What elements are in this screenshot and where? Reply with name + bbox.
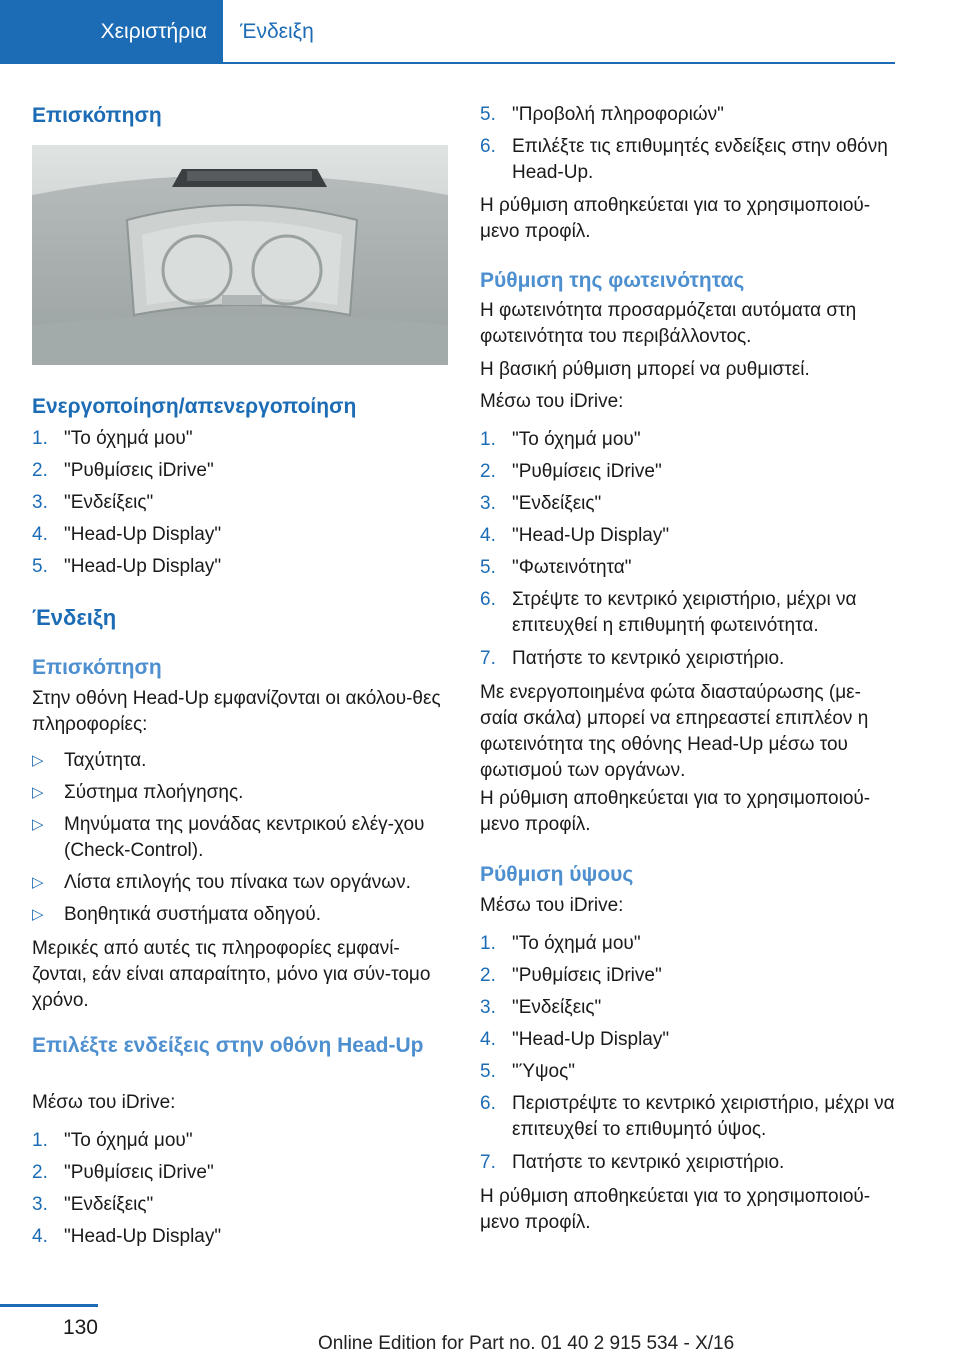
paragraph-saved: Η ρύθμιση αποθηκεύεται για το χρησιμοποιού-μενο προφίλ. (480, 788, 871, 835)
head-up-display-photo (32, 145, 448, 365)
paragraph-via-idrive: Μέσω του iDrive: (32, 1092, 176, 1113)
heading-brightness: Ρύθμιση της φωτεινότητας (480, 269, 745, 292)
header-tabs (0, 0, 960, 64)
heading-overview: Επισκόπηση (32, 104, 162, 127)
paragraph-brightness-auto: Η φωτεινότητα προσαρμόζεται αυτόματα στη φωτεινότητα του περιβάλλοντος. (480, 300, 857, 347)
edition-line: Online Edition for Part no. 01 40 2 915 534 - X/16 (318, 1333, 735, 1354)
page-number: 130 (62, 1316, 98, 1339)
heading-display: Ένδειξη (32, 605, 117, 630)
paragraph-saved: Η ρύθμιση αποθηκεύεται για το χρησιμοποιού-μενο προφίλ. (480, 1186, 871, 1233)
paragraph-via-idrive: Μέσω του iDrive: (480, 895, 624, 916)
heading-display-overview: Επισκόπηση (32, 656, 162, 679)
paragraph-saved: Η ρύθμιση αποθηκεύεται για το χρησιμοποιού-μενο προφίλ. (480, 195, 871, 242)
heading-activation: Ενεργοποίηση/απενεργοποίηση (32, 395, 357, 418)
paragraph-display-intro: Στην οθόνη Head-Up εμφανίζονται οι ακόλου-θες πληροφορίες: (32, 688, 441, 735)
footer-rule (0, 1304, 98, 1307)
paragraph-some-info: Μερικές από αυτές τις πληροφορίες εμφανί-ζονται, εάν είναι απαραίτητο, μόνο για σύν-τομο χρόνο. (32, 938, 431, 1011)
paragraph-via-idrive: Μέσω του iDrive: (480, 391, 624, 412)
tab-controls[interactable]: Χειριστήρια (0, 0, 223, 64)
heading-height: Ρύθμιση ύψους (480, 863, 634, 886)
heading-select-displays: Επιλέξτε ενδείξεις στην οθόνη Head-Up (32, 1034, 424, 1057)
paragraph-low-beam: Με ενεργοποιημένα φώτα διασταύρωσης (με-σαία σκάλα) μπορεί να επηρεαστεί επιπλέον η φωτεινότητα της οθόνης Head-Up μέσω του φωτισμού των οργάνων. (480, 682, 869, 781)
paragraph-brightness-basic: Η βασική ρύθμιση μπορεί να ρυθμιστεί. (480, 359, 810, 380)
tab-display[interactable]: Ένδειξη (223, 0, 895, 64)
